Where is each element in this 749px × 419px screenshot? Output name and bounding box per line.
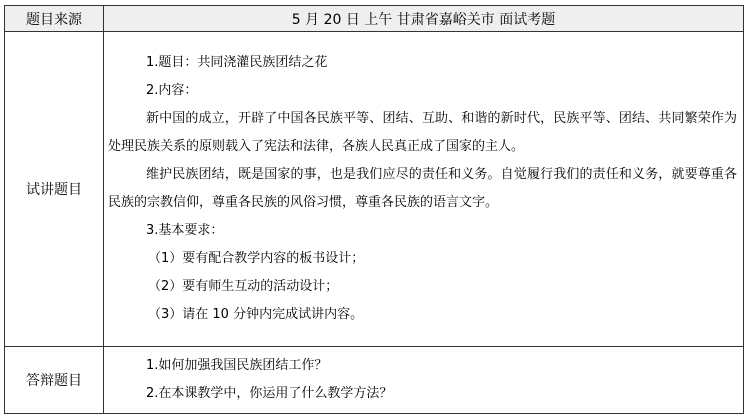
defense-question: 2.在本课教学中，你运用了什么教学方法？ [146, 385, 393, 401]
header-row [5, 6, 744, 32]
defense-row [5, 346, 744, 413]
requirement-item: （1）要有配合教学内容的板书设计； [148, 250, 365, 266]
defense-label: 答辩题目 [5, 346, 104, 413]
lecture-label: 试讲题目 [5, 32, 104, 347]
exam-title: 5 月 20 日 上午 甘肃省嘉峪关市 面试考题 [104, 6, 744, 32]
defense-content [104, 346, 744, 413]
lecture-row [5, 32, 744, 347]
requirement-item: （2）要有师生互动的活动设计； [148, 278, 339, 294]
content-paragraph-2: 维护民族团结，既是国家的事，也是我们应尽的责任和义务。自觉履行我们的责任和义务，就要尊重各民族的宗教信仰，尊重各民族的风俗习惯，尊重各民族的语言文字。 [108, 166, 737, 210]
requirements-heading: 3.基本要求： [146, 222, 224, 238]
lecture-topic: 1.题目：共同浇灌民族团结之花 [146, 54, 328, 70]
content-paragraph-1: 新中国的成立，开辟了中国各民族平等、团结、互助、和谐的新时代，民族平等、团结、共同繁荣作为处理民族关系的原则载入了宪法和法律，各族人民真正成了国家的主人。 [108, 110, 737, 154]
source-label: 题目来源 [5, 6, 104, 32]
requirement-item: （3）请在 10 分钟内完成试讲内容。 [148, 306, 364, 322]
defense-question: 1.如何加强我国民族团结工作？ [146, 357, 328, 373]
lecture-content [104, 32, 744, 347]
content-heading: 2.内容： [146, 82, 198, 98]
exam-question-table [4, 5, 744, 414]
